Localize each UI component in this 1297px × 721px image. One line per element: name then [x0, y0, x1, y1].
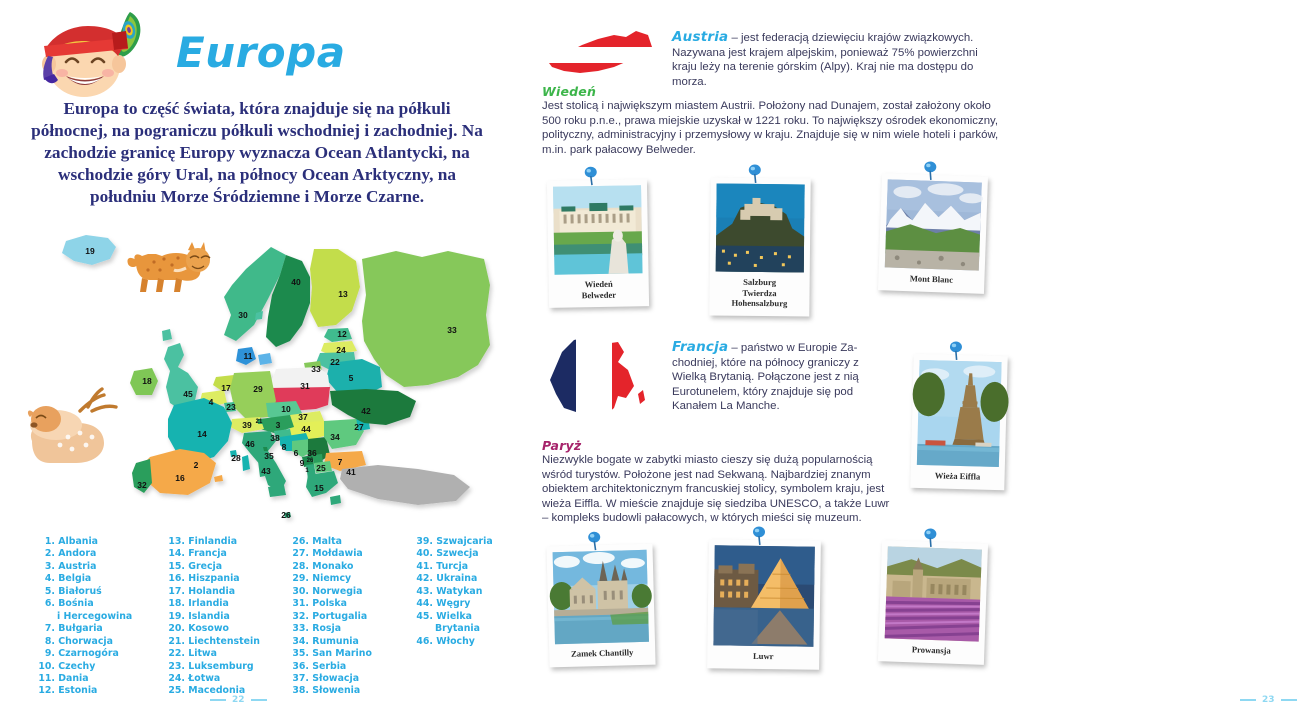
country-list-item: 27. Mołdawia: [292, 548, 363, 560]
map-country-number: 16: [175, 473, 185, 483]
country-list-item: 33. Rosja: [292, 623, 342, 635]
country-list-item: 44. Węgry: [416, 598, 471, 610]
country-list-item: 42. Ukraina: [416, 573, 478, 585]
country-list-item: 17. Holandia: [168, 585, 236, 597]
hohensalzburg-fortress-photo: [716, 184, 805, 273]
country-list-item: 23. Luksemburg: [168, 660, 254, 672]
map-country-number: 11: [243, 351, 253, 361]
map-country-number: 5: [348, 373, 354, 383]
map-country-number: 25: [316, 463, 326, 473]
pushpin-icon: [948, 341, 965, 361]
caption-salzburg: Salzburg Twierdza Hohensalzburg: [731, 276, 788, 309]
polaroid-wieden-belweder[interactable]: [547, 179, 649, 308]
map-country-number: 23: [226, 402, 236, 412]
map-country-number: 37: [298, 412, 308, 422]
map-country-number: 3: [275, 420, 281, 430]
country-list-item: 30. Norwegia: [292, 585, 363, 597]
map-country-number: 9: [299, 458, 305, 468]
country-list-item: 43. Watykan: [416, 585, 483, 597]
country-index-list: [28, 536, 493, 697]
map-country-number: 39: [242, 420, 252, 430]
country-list-item: 16. Hiszpania: [168, 573, 240, 585]
country-list-item: 36. Serbia: [292, 660, 347, 672]
map-country-number: 19: [85, 246, 95, 256]
country-list-item: 19. Islandia: [168, 610, 230, 622]
city-heading-paris: Paryż: [542, 438, 582, 453]
country-list-item: 29. Niemcy: [292, 573, 352, 585]
map-country-number: 27: [354, 422, 364, 432]
country-list-item: 7. Bułgaria: [44, 623, 103, 635]
map-country-number: 35: [264, 451, 274, 461]
country-list-item: 35. San Marino: [292, 648, 372, 660]
country-list-item: 31. Polska: [292, 598, 347, 610]
page-number-right: 23: [1262, 695, 1275, 705]
map-country-number: 42: [361, 406, 371, 416]
map-country-number: 1: [305, 468, 309, 474]
map-country-number: 4: [208, 397, 214, 407]
map-country-number: 44: [301, 424, 311, 434]
country-list-item: 25. Macedonia: [168, 685, 246, 697]
country-list-item: 10. Czechy: [38, 660, 96, 672]
belvedere-palace-photo: [553, 185, 643, 275]
map-country-number: 40: [291, 277, 301, 287]
country-column-4: [416, 536, 493, 648]
folio-left: [210, 695, 267, 705]
map-country-number: 32: [137, 480, 147, 490]
country-list-item: 14. Francja: [168, 548, 227, 560]
country-list-item: 18. Irlandia: [168, 598, 229, 610]
country-list-item: 11. Dania: [38, 672, 89, 684]
country-list-item: 34. Rumunia: [292, 635, 359, 647]
country-list-item: 9. Czarnogóra: [44, 648, 119, 660]
country-list-item: 8. Chorwacja: [44, 635, 113, 647]
map-country-number: 15: [314, 483, 324, 493]
map-country-number: 8: [281, 442, 287, 452]
country-column-1: [38, 536, 132, 698]
france-flag-map-icon: [540, 334, 650, 432]
country-list-item: 46. Włochy: [416, 635, 475, 647]
country-list-item: 32. Portugalia: [292, 610, 368, 622]
map-country-number: 31: [300, 381, 310, 391]
map-country-number: 29: [253, 384, 263, 394]
city-heading-vienna: Wiedeń: [542, 84, 597, 99]
right-page: [512, 0, 1275, 721]
polaroid-salzburg[interactable]: [709, 177, 810, 316]
provence-lavender-photo: [885, 546, 982, 641]
intro-paragraph: Europa to część świata, która znajduje się na półkuli północnej, na pograniczu półkuli wschodniej i zachodniej. Na zachodzie granicę Europy wyznacza Ocean Atlantycki, na wschodzie góry Ural, na północy Ocean Arktyczny, na południu Morze Śródziemne i Morze Czarne.: [31, 99, 483, 206]
caption-mont-blanc: Mont Blanc: [909, 273, 954, 285]
map-country-number: 34: [330, 432, 340, 442]
map-country-number: 45: [183, 389, 193, 399]
country-list-item: i Hercegowina: [57, 610, 133, 622]
city-body-paris: Niezwykle bogate w zabytki miasto cieszy się dużą popularnością wśród turystów. Położone jest nad Sekwaną. Najbardziej znanym obiektem architektonicznym francuskiej stolicy, symbolem kraju, jest wieża Eiffla. W mieście znajduje się siedziba UNESCO, a także Luwr – kompleks budowli pałacowych, w których mieści się muzeum.: [542, 454, 890, 525]
map-country-number: 12: [337, 329, 347, 339]
map-country-number: 13: [338, 289, 348, 299]
map-country-number: 30: [238, 310, 248, 320]
country-list-item: 37. Słowacja: [292, 672, 360, 684]
country-list-item: 3. Austria: [44, 560, 97, 572]
folio-dash-left: [1240, 699, 1256, 701]
map-country-number: 28: [231, 453, 241, 463]
polaroid-mont-blanc[interactable]: [878, 173, 988, 293]
map-country-number: 7: [337, 457, 343, 467]
map-country-number: 41: [346, 467, 356, 477]
lynx-illustration: [122, 234, 214, 294]
map-country-number: 38: [270, 433, 280, 443]
country-list-item: 6. Bośnia: [44, 598, 94, 610]
map-country-number: 33: [447, 325, 457, 335]
map-country-number: 6: [293, 448, 299, 458]
country-list-item: 2. Andora: [44, 548, 97, 560]
left-page: [0, 0, 512, 721]
country-name-austria: Austria: [672, 29, 729, 45]
map-country-number: 10: [281, 404, 291, 414]
map-country-number: 21: [255, 419, 263, 425]
map-country-number: 24: [336, 345, 346, 355]
country-list-item: 22. Litwa: [168, 648, 217, 660]
map-country-number: 2: [193, 460, 199, 470]
pushpin-icon: [583, 166, 599, 186]
caption-zamek-chantilly: Zamek Chantilly: [570, 647, 634, 659]
folio-right: [1240, 695, 1297, 705]
map-country-number: 33: [311, 364, 321, 374]
louvre-photo: [713, 545, 814, 646]
map-country-number: 26: [306, 458, 314, 464]
folio-dash-left: [210, 699, 226, 701]
country-list-item: 15. Grecja: [168, 560, 223, 572]
page-number-left: 22: [232, 695, 245, 705]
country-list-item: 39. Szwajcaria: [416, 536, 493, 547]
page-title: Europa: [176, 28, 346, 77]
country-name-france: Francja: [672, 339, 729, 355]
country-list-item: 13. Finlandia: [168, 536, 238, 547]
map-of-europe: [18, 225, 494, 525]
country-list-item: 24. Łotwa: [168, 672, 221, 684]
map-country-number: 26: [281, 510, 291, 520]
country-list-item: 28. Monako: [292, 560, 354, 572]
france-lead-text: – państwo w Europie Zachodniej, które na północy graniczy z Wielką Brytanią. Połączone jest z nią Eurotunelem, który znajduje się pod Kanałem La Manche.: [672, 342, 859, 413]
country-list-item: 26. Malta: [292, 536, 342, 547]
country-list-item: 38. Słowenia: [292, 685, 361, 697]
pushpin-icon: [586, 531, 603, 551]
country-list-item: Brytania: [435, 623, 480, 635]
country-list-item: 5. Białoruś: [44, 585, 102, 597]
country-column-2: [168, 536, 260, 698]
folio-dash-right: [1281, 699, 1297, 701]
pushpin-icon: [922, 161, 939, 182]
country-list-item: 41. Turcja: [416, 560, 469, 572]
polaroid-eiffel-tower[interactable]: [910, 354, 1007, 490]
mont-blanc-photo: [885, 179, 982, 270]
chantilly-castle-photo: [553, 550, 649, 644]
map-country-number: 14: [197, 429, 207, 439]
country-column-3: [292, 536, 372, 698]
caption-wieden-belweder: Wiedeń Belweder: [581, 278, 617, 300]
country-list-item: 21. Liechtenstein: [168, 635, 260, 647]
pushpin-icon: [751, 526, 767, 546]
polaroid-luwr[interactable]: [707, 539, 821, 669]
austria-lead: [672, 30, 1002, 89]
austria-lead-text: – jest federacją dziewięciu krajów związkowych. Nazywana jest krajem alpejskim, ponieważ 75% powierzchni kraju leży na terenie górskim (Alpy). Kraj nie ma dostępu do morza.: [672, 32, 978, 88]
eiffel-tower-photo: [917, 360, 1002, 467]
map-country-number: 43: [261, 466, 271, 476]
pushpin-icon: [922, 528, 939, 549]
deer-illustration: [22, 385, 122, 477]
city-body-vienna: Jest stolicą i największym miastem Austrii. Położony nad Dunajem, został założony około 500 roku p.n.e., prawa miejskie uzyskał w 1221 roku. To największy ośrodek ekonomiczny, polityczny, administracyjny i przemysłowy w kraju. Znajduje się w nim wiele hoteli i parków, m.in. park pałacowy Belweder.: [542, 100, 999, 156]
country-list-item: 20. Kosowo: [168, 623, 229, 635]
country-list-item: 45. Wielka: [416, 610, 472, 622]
caption-prowansja: Prowansja: [911, 644, 951, 656]
france-lead: [672, 340, 892, 414]
map-country-number: 46: [245, 439, 255, 449]
map-country-number: 18: [142, 376, 152, 386]
austria-flag-map-icon: [540, 25, 658, 87]
map-country-number: 22: [330, 357, 340, 367]
country-list-item: 40. Szwecja: [416, 548, 479, 560]
country-list-item: 1. Albania: [44, 536, 98, 547]
caption-luwr: Luwr: [752, 650, 774, 662]
polaroid-prowansja[interactable]: [878, 540, 988, 664]
country-list-item: 4. Belgia: [44, 573, 92, 585]
country-list-item: 12. Estonia: [38, 685, 98, 697]
caption-eiffel-tower: Wieża Eiffla: [934, 470, 981, 482]
map-country-number: 36: [307, 448, 317, 458]
pushpin-icon: [747, 164, 763, 184]
boy-with-graduation-cap-icon: [22, 8, 172, 100]
map-country-number: 17: [221, 383, 231, 393]
polaroid-zamek-chantilly[interactable]: [546, 544, 655, 667]
folio-dash-right: [251, 699, 267, 701]
